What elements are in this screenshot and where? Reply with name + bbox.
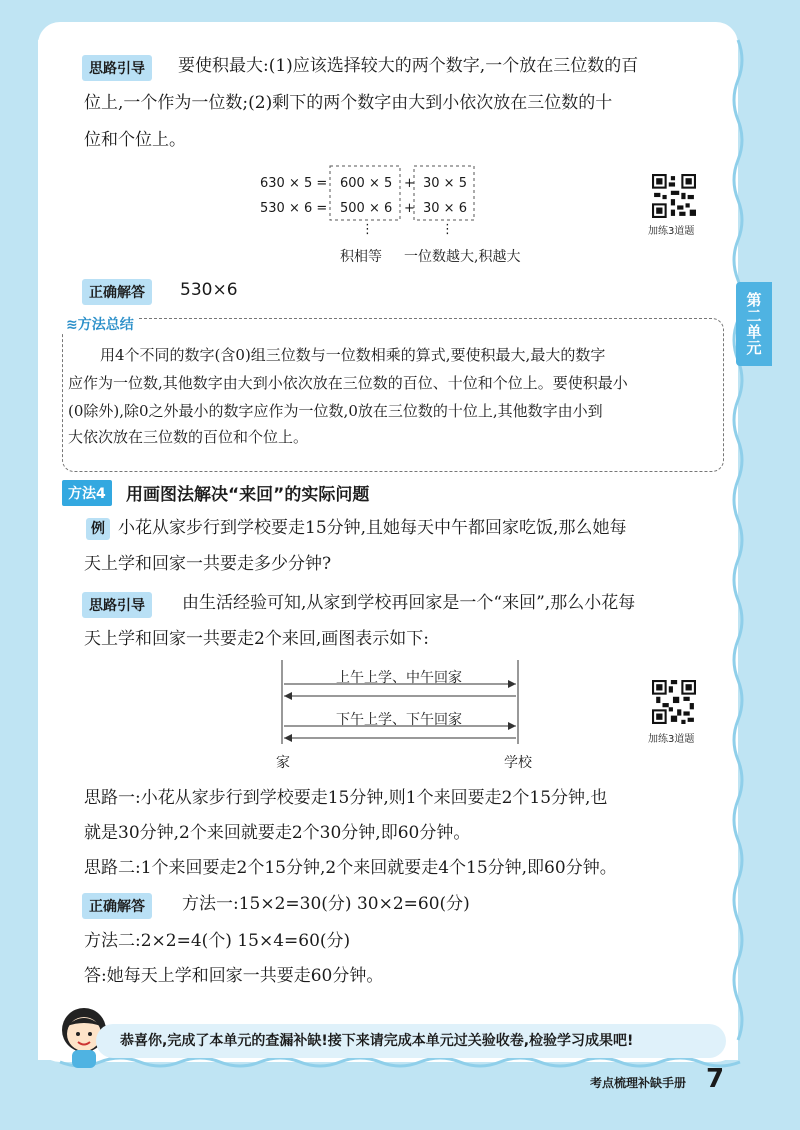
- figure-vdots: ⋮: [361, 222, 374, 237]
- figure-row2-b: 30 × 6: [423, 201, 467, 216]
- unit-side-tab[interactable]: 第二单元: [736, 282, 772, 366]
- hint-label: 思路引导: [82, 592, 152, 618]
- summary-title-text: 方法总结: [77, 317, 134, 333]
- diagram-bottom-label: 下午上学、下午回家: [336, 712, 462, 728]
- qr-caption: 加练3道题: [648, 734, 695, 745]
- idea-line: 思路二:1个来回要走2个15分钟,2个来回就要走4个15分钟,即60分钟。: [84, 858, 617, 878]
- answer-label: 正确解答: [82, 893, 152, 919]
- figure-row1-b: 30 × 5: [423, 176, 467, 191]
- figure-row1-lhs: 630 × 5 =: [260, 176, 328, 191]
- answer-line: 方法二:2×2=4(个) 15×4=60(分): [84, 931, 351, 951]
- congrats-banner: 恭喜你,完成了本单元的查漏补缺!接下来请完成本单元过关验收卷,检验学习成果吧!: [96, 1024, 726, 1058]
- figure-row1-a: 600 × 5: [340, 176, 393, 191]
- example-line: 小花从家步行到学校要走15分钟,且她每天中午都回家吃饭,那么她每: [118, 518, 627, 538]
- diagram-left-end: 家: [276, 755, 290, 771]
- figure-plus: +: [404, 176, 415, 191]
- method-tag: 方法4: [62, 480, 112, 506]
- answer-text: 530×6: [180, 280, 238, 300]
- hint-label: 思路引导: [82, 55, 152, 81]
- page-number: 7: [706, 1064, 725, 1094]
- figure-vdots: ⋮: [441, 222, 454, 237]
- method-title: 用画图法解决“来回”的实际问题: [126, 485, 370, 505]
- figure-row2-a: 500 × 6: [340, 201, 393, 216]
- hint-line: 位上,一个作为一位数;(2)剩下的两个数字由大到小依次放在三位数的十: [84, 93, 613, 113]
- hint-line: 由生活经验可知,从家到学校再回家是一个“来回”,那么小花每: [182, 593, 636, 613]
- answer-line: 方法一:15×2=30(分) 30×2=60(分): [182, 894, 470, 914]
- wave-icon: ≋: [66, 317, 78, 333]
- answer-label: 正确解答: [82, 279, 152, 305]
- idea-line: 就是30分钟,2个来回就要走2个30分钟,即60分钟。: [84, 823, 471, 843]
- diagram-top-label: 上午上学、中午回家: [336, 670, 462, 686]
- figure-row2-lhs: 530 × 6 =: [260, 201, 328, 216]
- qr-code-icon[interactable]: [652, 174, 696, 218]
- figure-caption-a: 积相等: [340, 249, 382, 265]
- qr-code-icon[interactable]: [652, 680, 696, 724]
- example-line: 天上学和回家一共要走多少分钟?: [84, 554, 332, 574]
- summary-box: [62, 318, 724, 472]
- summary-line: 用4个不同的数字(含0)组三位数与一位数相乘的算式,要使积最大,最大的数字: [100, 346, 606, 364]
- summary-line: (0除外),除0之外最小的数字应作为一位数,0放在三位数的十位上,其他数字由小到: [68, 402, 603, 420]
- figure-plus: +: [404, 201, 415, 216]
- figure-caption-b: 一位数越大,积越大: [404, 249, 521, 265]
- summary-line: 大依次放在三位数的百位和个位上。: [68, 428, 309, 446]
- qr-caption: 加练3道题: [648, 226, 695, 237]
- footer-book-title: 考点梳理补缺手册: [590, 1076, 687, 1090]
- summary-line: 应作为一位数,其他数字由大到小依次放在三位数的百位、十位和个位上。要使积最小: [68, 374, 628, 392]
- summary-title: [62, 314, 138, 334]
- diagram-right-end: 学校: [504, 755, 532, 771]
- idea-line: 思路一:小花从家步行到学校要走15分钟,则1个来回要走2个15分钟,也: [84, 788, 608, 808]
- answer-line: 答:她每天上学和回家一共要走60分钟。: [84, 966, 384, 986]
- hint-line: 要使积最大:(1)应该选择较大的两个数字,一个放在三位数的百: [178, 56, 639, 76]
- hint-line: 位和个位上。: [84, 130, 186, 150]
- example-tag: 例: [86, 518, 110, 540]
- hint-line: 天上学和回家一共要走2个来回,画图表示如下:: [84, 629, 429, 649]
